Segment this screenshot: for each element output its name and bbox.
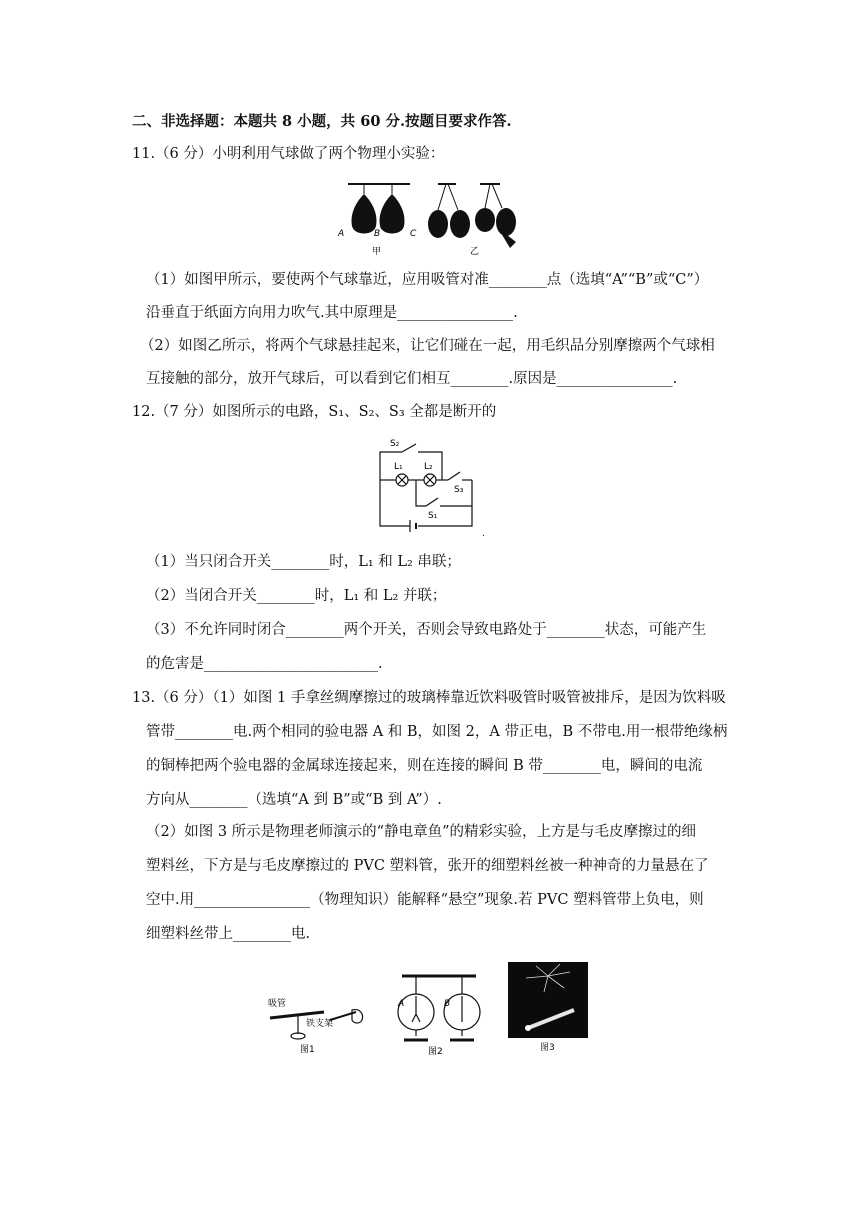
q13-fig3-strand-6	[548, 976, 564, 988]
q13-caption-fig3: 图3	[540, 1043, 555, 1053]
q11-caption-yi: 乙	[470, 247, 480, 257]
q11-yi-balloon-1	[428, 210, 448, 238]
q12-figure-period: .	[482, 529, 485, 539]
q13-line7: 空中.用________________（物理知识）能解释“悬空”现象.若 PVC 塑料管带上负电，则	[146, 892, 704, 908]
q11-jia-balloon-right	[380, 194, 405, 234]
section-title: 二、非选择题：本题共 8 小题，共 60 分.按题目要求作答.	[132, 113, 512, 130]
q11-yi-string-4	[492, 184, 502, 208]
q13-line6: 塑料丝，下方是与毛皮摩擦过的 PVC 塑料管，张开的细塑料丝被一种神奇的力量悬在了	[146, 858, 709, 874]
q13-figure2	[390, 970, 490, 1058]
q11-yi-string-3	[485, 184, 490, 208]
q11-part2-line1: （2）如图乙所示，将两个气球悬挂起来，让它们碰在一起，用毛织品分别摩擦两个气球相	[140, 338, 715, 354]
q13-caption-fig2: 图2	[428, 1047, 443, 1057]
q12-label-s1: S₁	[428, 511, 438, 521]
q13-label-b: B	[444, 999, 451, 1009]
q12-intro: 12.（7 分）如图所示的电路，S₁、S₂、S₃ 全都是断开的	[132, 404, 497, 420]
q11-yi-balloon-2	[450, 210, 470, 238]
q13-line8: 细塑料丝带上________电.	[146, 926, 311, 942]
q12-wire-bottom	[418, 480, 472, 526]
q11-part2-line2: 互接触的部分，放开气球后，可以看到它们相互________.原因是________________.	[146, 371, 678, 387]
q11-yi-string-1	[438, 184, 446, 210]
q13-line1: 13.（6 分）（1）如图 1 手拿丝绸摩擦过的玻璃棒靠近饮料吸管时吸管被排斥，是因为饮料吸	[132, 690, 726, 706]
q12-part1: （1）当只闭合开关________时，L₁ 和 L₂ 串联；	[146, 554, 461, 570]
q11-intro: 11.（6 分）小明利用气球做了两个物理小实验：	[132, 146, 445, 162]
q11-part1-line1: （1）如图甲所示，要使两个气球靠近，应用吸管对准________点（选填“A”“B”或“C”）	[146, 272, 709, 288]
q13-fig2-a-leaf-left	[412, 1014, 416, 1022]
q12-circuit-figure	[372, 436, 492, 540]
q13-label-stand: 铁支架	[306, 1019, 334, 1029]
q13-figure3-photo	[508, 962, 588, 1038]
q13-fig1-hand	[352, 1010, 363, 1023]
q11-jia-balloon-left	[352, 194, 377, 234]
q11-caption-jia: 甲	[372, 247, 382, 257]
q13-fig1-straw	[270, 1012, 324, 1018]
q13-fig3-octopus	[508, 962, 588, 1038]
q13-caption-fig1: 图1	[300, 1045, 315, 1055]
q11-yi-string-2	[448, 184, 458, 210]
q12-switch-s3	[448, 472, 460, 480]
q11-label-a: A	[338, 229, 345, 239]
q12-switch-s2	[402, 444, 416, 452]
q13-line3: 的铜棒把两个验电器的金属球连接起来，则在连接的瞬间 B 带________电，瞬间的电流	[146, 758, 703, 774]
q12-part3-line2: 的危害是________________________.	[146, 656, 383, 672]
q11-balloon-figure	[330, 178, 540, 260]
q13-fig3-strand-5	[544, 976, 548, 992]
q12-switch-s1	[426, 498, 438, 506]
q13-fig2-a-leaf-right	[416, 1014, 420, 1022]
q12-wire-s1-left	[416, 480, 426, 506]
q13-line4: 方向从________（选填“A 到 B”或“B 到 A”）.	[146, 792, 442, 808]
q11-yi-balloon-4	[496, 208, 516, 236]
q12-part2: （2）当闭合开关________时，L₁ 和 L₂ 并联；	[146, 588, 447, 604]
q12-label-s3: S₃	[454, 485, 464, 495]
q11-label-b: B	[374, 229, 381, 239]
q11-yi-balloon-3	[475, 208, 495, 232]
q13-line5: （2）如图 3 所示是物理老师演示的“静电章鱼”的精彩实验，上方是与毛皮摩擦过的细	[146, 824, 696, 840]
q13-label-a: A	[398, 999, 405, 1009]
q11-part1-line2: 沿垂直于纸面方向用力吹气.其中原理是________________.	[146, 305, 518, 321]
q11-label-c: C	[410, 229, 417, 239]
q12-part3-line1: （3）不允许同时闭合________两个开关，否则会导致电路处于________状态，可能产生	[146, 622, 707, 638]
q12-wire-left	[380, 480, 410, 526]
q12-label-l2: L₂	[424, 462, 433, 472]
q12-label-l1: L₁	[394, 462, 403, 472]
q13-figure1	[264, 994, 374, 1056]
q13-line2: 管带________电.两个相同的验电器 A 和 B，如图 2，A 带正电，B 不带电.用一根带绝缘柄	[146, 724, 728, 740]
q13-fig3-strand-4	[526, 976, 548, 978]
q13-label-straw: 吸管	[268, 999, 287, 1009]
q13-fig3-pvc-tube	[528, 1010, 574, 1028]
q13-fig3-hand	[525, 1025, 531, 1031]
q13-fig3-strand-1	[536, 966, 548, 976]
q12-label-s2: S₂	[390, 439, 400, 449]
